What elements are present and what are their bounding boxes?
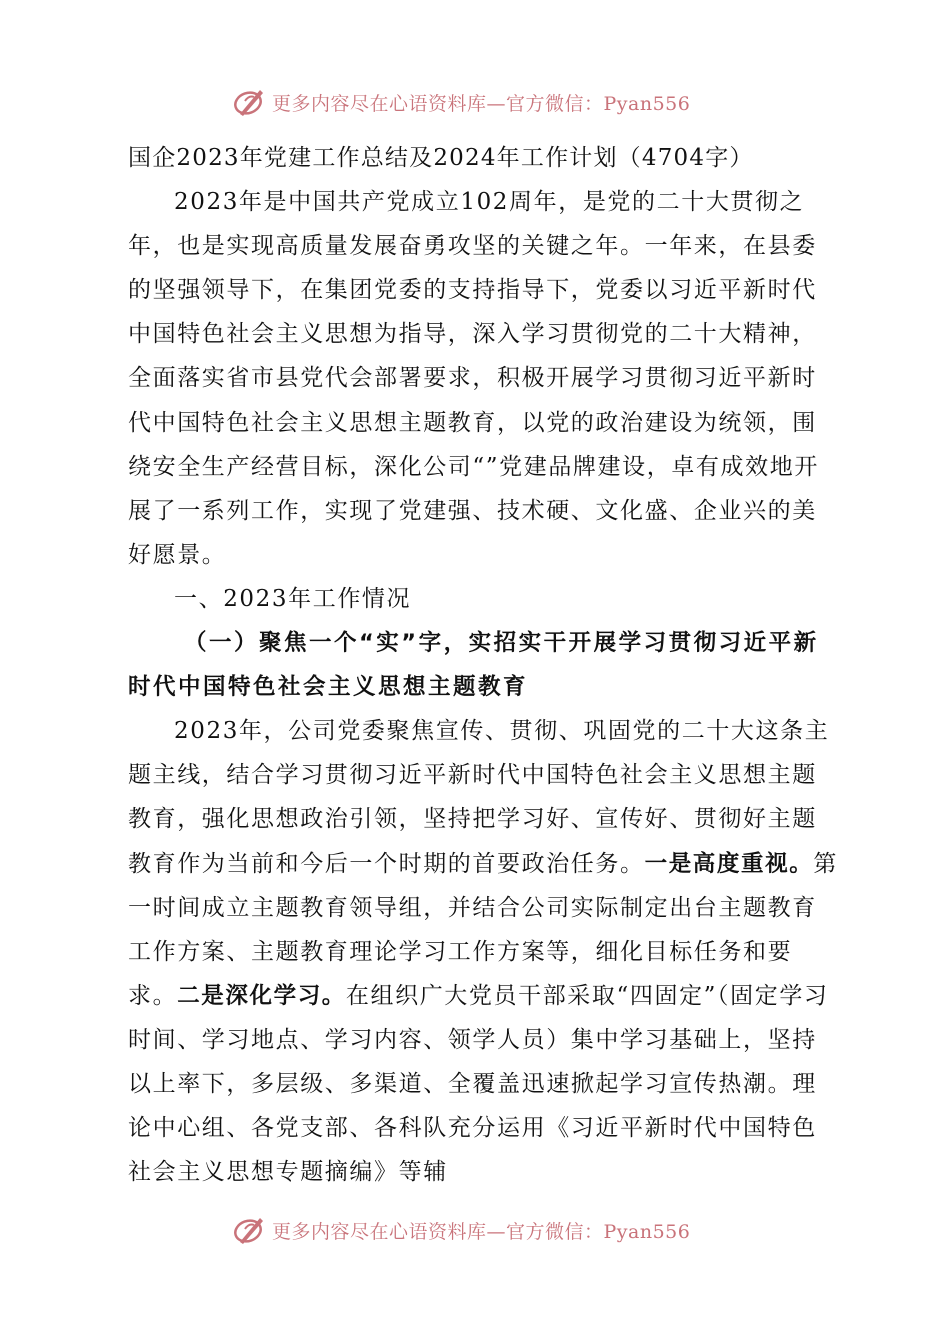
section-heading: 一、2023年工作情况 [174, 585, 412, 612]
watermark-banner-top [232, 82, 752, 122]
paragraph-text: 2023年，公司党委聚焦宣传、贯彻、巩固党的二十大这条主题主线，结合学习贯彻习近平新时代中国特色社会主义思想主题教育，强化思想政治引领，坚持把学习好、宣传好、贯彻好主题教育作为当前和今后一个时期的首要政治任务。 [128, 718, 830, 877]
watermark-banner-bottom [232, 1210, 752, 1250]
bold-lead-2: 二是深化学习。 [177, 982, 346, 1009]
pen-logo-icon [232, 1212, 268, 1248]
pen-logo-icon [232, 84, 268, 120]
subsection-heading: （一）聚焦一个“实”字，实招实干开展学习贯彻习近平新时代中国特色社会主义思想主题教育 [128, 630, 819, 701]
watermark-text-bottom: 更多内容尽在心语资料库—官方微信：Pyan556 [272, 1220, 691, 1243]
paragraph-text: 在组织广大党员干部采取“四固定”（固定学习时间、学习地点、学习内容、领学人员）集中学习基础上，坚持以上率下，多层级、多渠道、全覆盖迅速掀起学习宣传热潮。理论中心组、各党支部、各科队充分运用《习近平新时代中国特色社会主义思想专题摘编》等辅 [128, 982, 829, 1186]
watermark-text-top: 更多内容尽在心语资料库—官方微信：Pyan556 [272, 92, 691, 115]
paragraph-text: 第一时间成立主题教育领导组，并结合公司实际制定出台主题教育工作方案、主题教育理论学习工作方案等，细化目标任务和要求。 [128, 850, 838, 1009]
document-title: 国企2023年党建工作总结及2024年工作计划（4704字） [128, 145, 754, 171]
intro-paragraph: 2023年是中国共产党成立102周年，是党的二十大贯彻之年，也是实现高质量发展奋勇攻坚的关键之年。一年来，在县委的坚强领导下，在集团党委的支持指导下，党委以习近平新时代中国特色社会主义思想为指导，深入学习贯彻党的二十大精神，全面落实省市县党代会部署要求，积极开展学习贯彻习近平新时代中国特色社会主义思想主题教育，以党的政治建设为统领，围绕安全生产经营目标，深化公司“”党建品牌建设，卓有成效地开展了一系列工作，实现了党建强、技术硬、文化盛、企业兴的美好愿景。 [128, 189, 819, 568]
bold-lead-1: 一是高度重视。 [644, 850, 814, 877]
document-body [128, 136, 838, 1194]
body-paragraph [128, 709, 838, 1194]
